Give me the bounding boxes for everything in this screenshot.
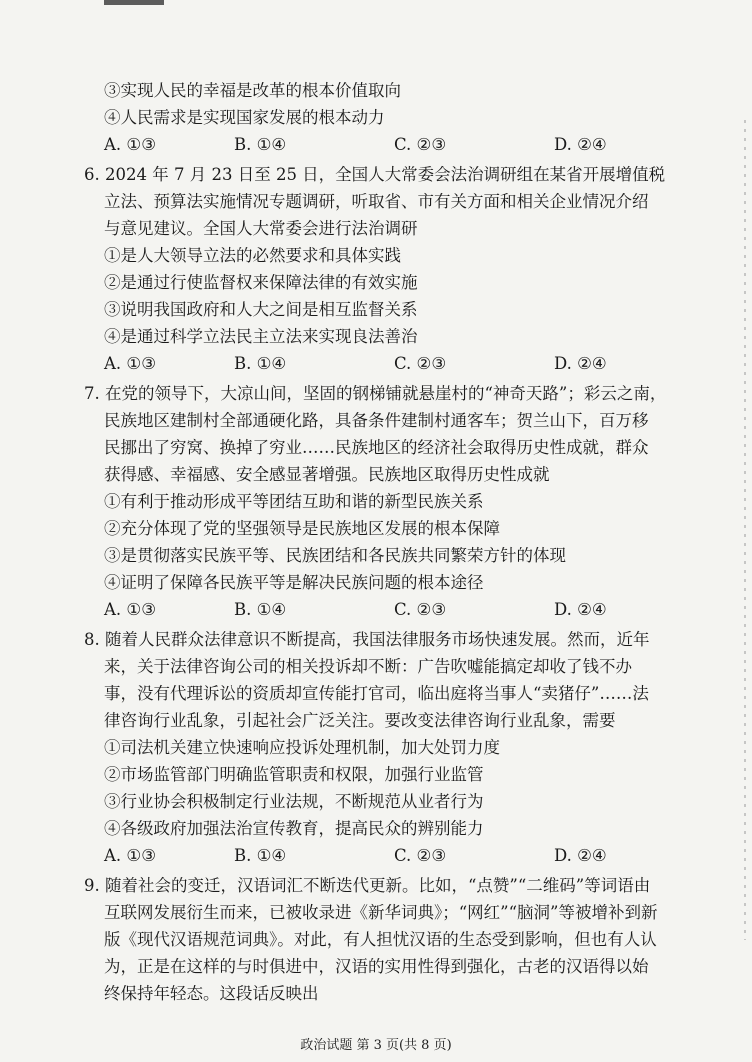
q9-stem-line: 为，正是在这样的与时俱进中，汉语的实用性得到强化，古老的汉语得以始: [104, 957, 649, 976]
choice-d: D. ②④: [554, 135, 607, 154]
q8-stem-line: 事，没有代理诉讼的资质却宣传能打官司，临出庭将当事人“卖猪仔”……法: [104, 684, 649, 703]
choice-b: B. ①④: [234, 354, 287, 373]
choice-b: B. ①④: [234, 135, 287, 154]
q8-option: ②市场监管部门明确监管职责和权限，加强行业监管: [104, 765, 484, 784]
q7-option: ①有利于推动形成平等团结互助和谐的新型民族关系: [104, 492, 484, 511]
q9-stem-line: 版《现代汉语规范词典》。对此，有人担忧汉语的生态受到影响，但也有人认: [104, 930, 657, 949]
choice-a: A. ①③: [104, 354, 156, 373]
q8-stem-line: 律咨询行业乱象，引起社会广泛关注。要改变法律咨询行业乱象，需要: [104, 711, 616, 730]
q6-stem-line: 6. 2024 年 7 月 23 日至 25 日，全国人大常委会法治调研组在某省开展增值税: [84, 165, 666, 184]
choice-a: A. ①③: [104, 846, 156, 865]
q9-stem-line: 9. 随着社会的变迁，汉语词汇不断迭代更新。比如，“点赞”“二维码”等词语由: [84, 876, 651, 895]
q8-stem-line: 来，关于法律咨询公司的相关投诉却不断：广告吹嘘能搞定却收了钱不办: [104, 657, 632, 676]
choice-d: D. ②④: [554, 354, 607, 373]
q8-option: ①司法机关建立快速响应投诉处理机制，加大处罚力度: [104, 738, 500, 757]
q8-answer-choices: [104, 845, 624, 867]
choice-c: C. ②③: [394, 354, 447, 373]
binding-edge: [744, 120, 746, 940]
choice-c: C. ②③: [394, 135, 447, 154]
option-3: ③实现人民的幸福是改革的根本价值取向: [104, 81, 401, 100]
choice-b: B. ①④: [234, 600, 287, 619]
q9-stem-line: 终保持年轻态。这段话反映出: [104, 984, 319, 1003]
choice-a: A. ①③: [104, 135, 156, 154]
q7-stem-line: 获得感、幸福感、安全感显著增强。民族地区取得历史性成就: [104, 465, 550, 484]
scan-edge-mark: [104, 0, 164, 5]
choice-c: C. ②③: [394, 846, 447, 865]
q8-option: ③行业协会积极制定行业法规，不断规范从业者行为: [104, 792, 484, 811]
page-footer: 政治试题 第 3 页(共 8 页): [300, 1038, 452, 1053]
q8-option: ④各级政府加强法治宣传教育，提高民众的辨别能力: [104, 819, 484, 838]
choice-a: A. ①③: [104, 600, 156, 619]
q7-stem-line: 民挪出了穷窝、换掉了穷业……民族地区的经济社会取得历史性成就，群众: [104, 438, 649, 457]
q9-stem-line: 互联网发展衍生而来，已被收录进《新华词典》；“网红”“脑洞”等被增补到新: [104, 903, 658, 922]
q6-answer-choices: [104, 353, 624, 375]
q8-stem-line: 8. 随着人民群众法律意识不断提高，我国法律服务市场快速发展。然而，近年: [84, 630, 650, 649]
q7-option: ④证明了保障各民族平等是解决民族问题的根本途径: [104, 573, 484, 592]
choice-c: C. ②③: [394, 600, 447, 619]
answer-choices: [104, 134, 624, 156]
q6-option: ①是人大领导立法的必然要求和具体实践: [104, 246, 401, 265]
option-4: ④人民需求是实现国家发展的根本动力: [104, 108, 385, 127]
q7-stem-line: 7. 在党的领导下，大凉山间，坚固的钢梯铺就悬崖村的“神奇天路”；彩云之南，: [84, 384, 667, 403]
q6-option: ③说明我国政府和人大之间是相互监督关系: [104, 300, 418, 319]
q7-option: ②充分体现了党的坚强领导是民族地区发展的根本保障: [104, 519, 500, 538]
q7-answer-choices: [104, 599, 624, 621]
q6-option: ②是通过行使监督权来保障法律的有效实施: [104, 273, 418, 292]
q6-stem-line: 与意见建议。全国人大常委会进行法治调研: [104, 219, 418, 238]
choice-b: B. ①④: [234, 846, 287, 865]
q6-option: ④是通过科学立法民主立法来实现良法善治: [104, 327, 418, 346]
q7-stem-line: 民族地区建制村全部通硬化路，具备条件建制村通客车；贺兰山下，百万移: [104, 411, 649, 430]
choice-d: D. ②④: [554, 846, 607, 865]
q7-option: ③是贯彻落实民族平等、民族团结和各民族共同繁荣方针的体现: [104, 546, 566, 565]
q6-stem-line: 立法、预算法实施情况专题调研，听取省、市有关方面和相关企业情况介绍: [104, 192, 649, 211]
choice-d: D. ②④: [554, 600, 607, 619]
